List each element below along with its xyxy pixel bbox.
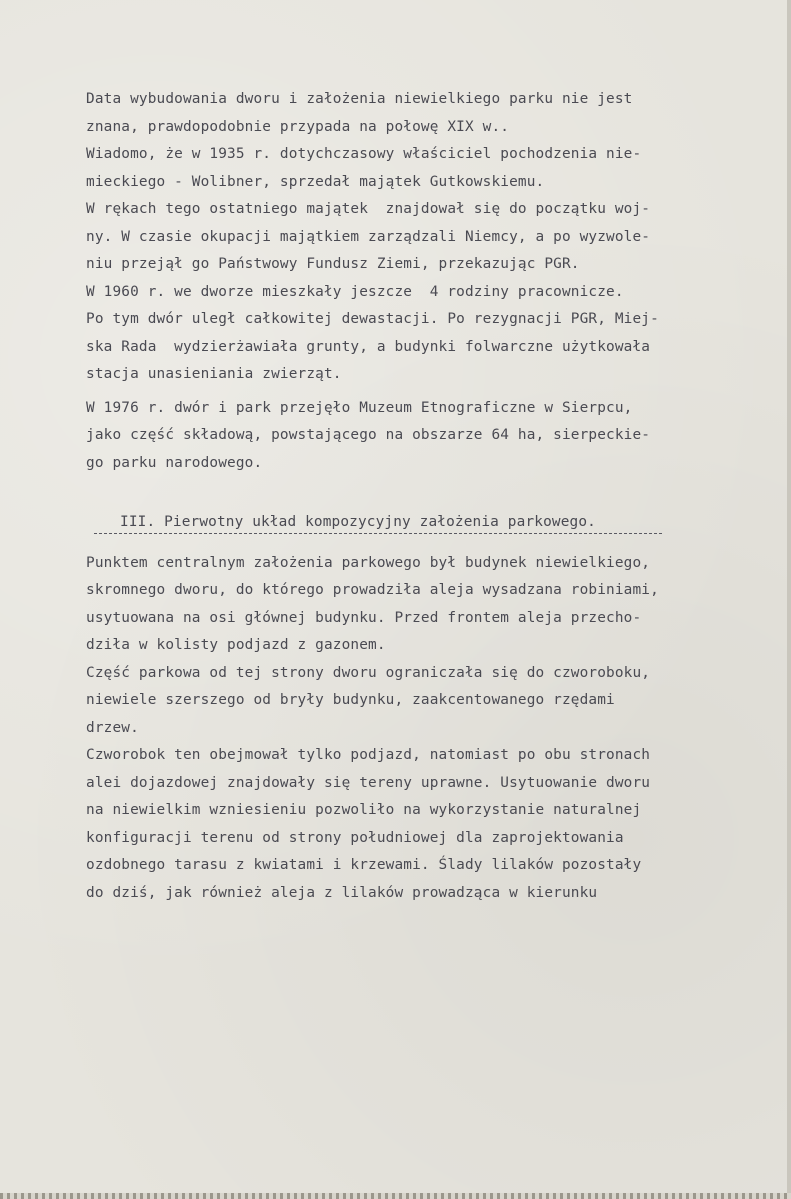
text-line: ozdobnego tarasu z kwiatami i krzewami. Ślady lilaków pozostały bbox=[86, 857, 642, 873]
text-line: ny. W czasie okupacji majątkiem zarządzali Niemcy, a po wyzwole- bbox=[86, 228, 651, 245]
text-line: drzew. bbox=[86, 719, 139, 736]
text-line: mieckiego - Wolibner, sprzedał majątek Gutkowskiemu. bbox=[86, 173, 545, 190]
page-bottom-edge bbox=[0, 1193, 791, 1199]
text-line: W rękach tego ostatniego majątek znajdował się do początku woj- bbox=[86, 201, 651, 217]
text-line: skromnego dworu, do którego prowadziła aleja wysadzana robiniami, bbox=[86, 582, 659, 598]
text-line: Część parkowa od tej strony dworu ograniczała się do czworoboku, bbox=[86, 664, 651, 681]
text-line: jako część składową, powstającego na obszarze 64 ha, sierpeckie- bbox=[86, 427, 651, 443]
section-gap bbox=[86, 477, 776, 509]
text-line: W 1960 r. we dworze mieszkały jeszcze 4 rodziny pracownicze. bbox=[86, 283, 624, 300]
text-line: Punktem centralnym założenia parkowego był budynek niewielkiego, bbox=[86, 554, 651, 571]
section-heading: III. Pierwotny układ kompozycyjny założenia parkowego. bbox=[120, 514, 596, 530]
text-line: niu przejął go Państwowy Fundusz Ziemi, przekazując PGR. bbox=[86, 256, 580, 272]
text-line: go parku narodowego. bbox=[86, 454, 263, 471]
text-line: Po tym dwór uległ całkowitej dewastacji. Po rezygnacji PGR, Miej- bbox=[86, 311, 659, 327]
text-line: Data wybudowania dworu i założenia niewielkiego parku nie jest bbox=[86, 91, 633, 107]
text-line: do dziś, jak również aleja z lilaków prowadząca w kierunku bbox=[86, 884, 598, 901]
text-line: alei dojazdowej znajdowały się tereny uprawne. Usytuowanie dworu bbox=[86, 774, 651, 791]
text-line: na niewielkim wzniesieniu pozwoliło na wykorzystanie naturalnej bbox=[86, 802, 642, 818]
text-line: ska Rada wydzierżawiała grunty, a budynki folwarczne użytkowała bbox=[86, 338, 651, 355]
text-line: usytuowana na osi głównej budynku. Przed frontem aleja przecho- bbox=[86, 609, 642, 626]
text-line: Wiadomo, że w 1935 r. dotychczasowy właściciel pochodzenia nie- bbox=[86, 146, 642, 162]
text-line: stacja unasieniania zwierząt. bbox=[86, 366, 342, 382]
text-line: znana, prawdopodobnie przypada na połowę XIX w.. bbox=[86, 118, 510, 135]
page-edge bbox=[787, 0, 791, 1199]
typed-text-body bbox=[86, 86, 776, 907]
text-line: Czworobok ten obejmował tylko podjazd, natomiast po obu stronach bbox=[86, 747, 651, 763]
text-line: niewiele szerszego od bryły budynku, zaakcentowanego rzędami bbox=[86, 692, 615, 708]
text-line: W 1976 r. dwór i park przejęło Muzeum Etnograficzne w Sierpcu, bbox=[86, 399, 633, 416]
text-line: konfiguracji terenu od strony południowej dla zaprojektowania bbox=[86, 829, 624, 846]
text-line: dziła w kolisty podjazd z gazonem. bbox=[86, 637, 386, 653]
